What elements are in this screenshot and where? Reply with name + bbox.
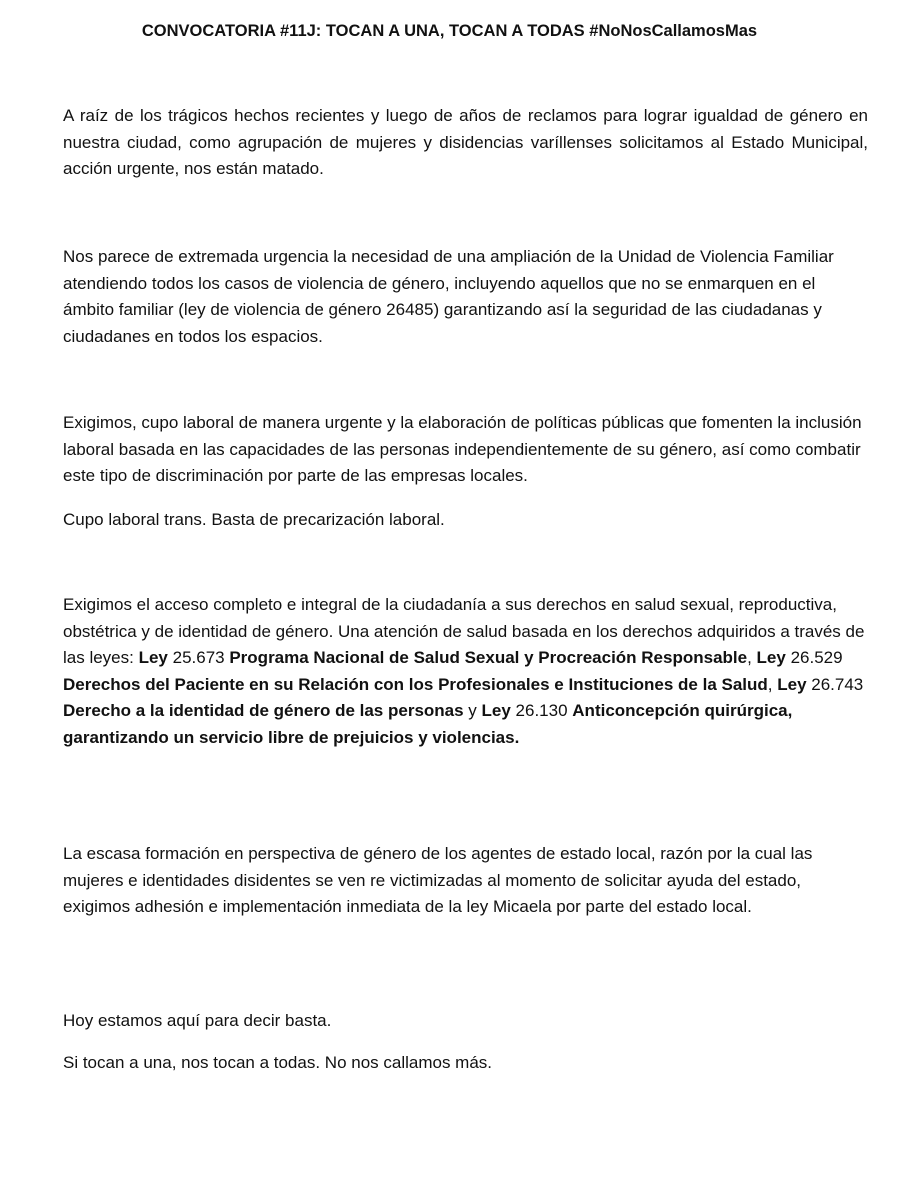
salud-intro-text: Exigimos el acceso completo e integral de la ciudadanía a sus derechos en salud sexual, reproductiva, obstétrica y de identidad de género. Una atención de salud basada en los derechos adquiridos a través de las leyes: [63, 595, 865, 667]
ley-label: Ley [756, 648, 786, 667]
ley-separator: , [747, 648, 757, 667]
ley-name: Derecho a la identidad de género de las personas [63, 701, 464, 720]
ley-label: Ley [138, 648, 168, 667]
paragraph-salud [63, 592, 868, 751]
ley-name: Derechos del Paciente en su Relación con los Profesionales e Instituciones de la Salud [63, 674, 768, 694]
ley-label: Ley [481, 701, 511, 720]
ley-number: 26.743 [806, 674, 864, 694]
ley-separator: , [767, 674, 778, 694]
paragraph-cupo-laboral: Exigimos, cupo laboral de manera urgente y la elaboración de políticas públicas que fomenten la inclusión laboral basada en las capacidades de las personas independientemente de su género, así como combatir este tipo de discriminación por parte de las empresas locales. [63, 413, 862, 485]
ley-label: Ley [777, 674, 807, 694]
ley-name: Anticoncepción quirúrgica, garantizando un servicio libre de prejuicios y violencias. [63, 701, 793, 747]
ley-number: 26.130 [510, 701, 573, 720]
paragraph-decir-basta: Hoy estamos aquí para decir basta. [63, 1011, 332, 1030]
document-title: CONVOCATORIA #11J: TOCAN A UNA, TOCAN A TODAS #NoNosCallamosMas [141, 22, 758, 40]
ley-number: 25.673 [167, 648, 230, 667]
paragraph-violencia-familiar: Nos parece de extremada urgencia la necesidad de una ampliación de la Unidad de Violencia Familiar atendiendo todos los casos de violencia de género, incluyendo aquellos que no se enmarquen en el ámbito familiar (ley de violencia de género 26485) garantizando así la seguridad de las ciudadanas y ciudadanes en todos los espacios. [63, 247, 834, 346]
ley-name: Programa Nacional de Salud Sexual y Procreación Responsable [229, 648, 748, 667]
ley-separator: y [463, 701, 482, 720]
paragraph-cupo-trans: Cupo laboral trans. Basta de precarización laboral. [63, 510, 445, 529]
paragraph-ley-micaela: La escasa formación en perspectiva de género de los agentes de estado local, razón por la cual las mujeres e identidades disidentes se ven re victimizadas al momento de solicitar ayuda del estado, exigimos adhesión e implementación inmediata de la ley Micaela por parte del estado local. [63, 844, 813, 916]
paragraph-intro: A raíz de los trágicos hechos recientes y luego de años de reclamos para lograr igualdad de género en nuestra ciudad, como agrupación de mujeres y disidencias varíllenses solicitamos al Estado Municipal, acción urgente, nos están matado. [63, 106, 868, 178]
ley-number: 26.529 [785, 648, 843, 667]
paragraph-closing: Si tocan a una, nos tocan a todas. No nos callamos más. [63, 1053, 493, 1072]
